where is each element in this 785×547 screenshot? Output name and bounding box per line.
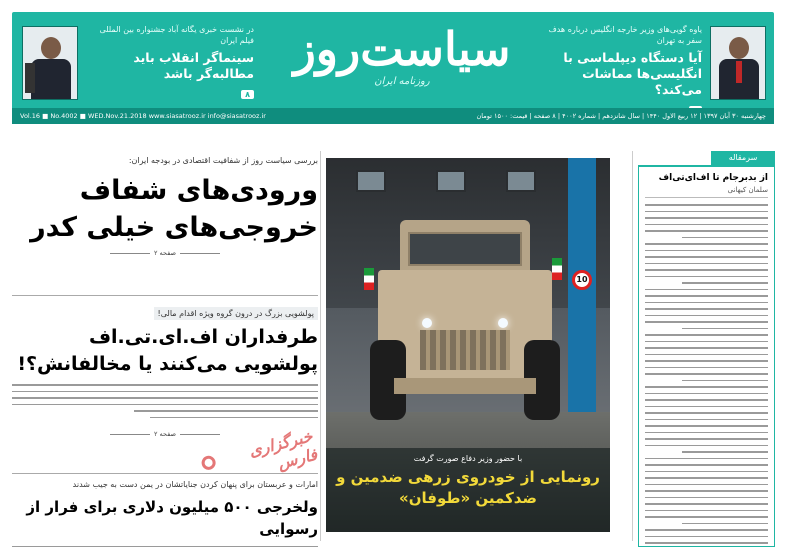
editorial-tab: سرمقاله: [711, 151, 775, 165]
masthead-info-strip: [12, 108, 774, 124]
editorial-title[interactable]: از بدبرجام تا اف‌ای‌تی‌اف: [658, 173, 768, 183]
stamp-text: خبرگزاری فارس: [247, 426, 319, 473]
right-teaser[interactable]: [532, 24, 702, 117]
story-headline[interactable]: ورودی‌های شفاف خروجی‌های خیلی کدر: [30, 175, 318, 243]
story-fatf[interactable]: [12, 301, 318, 438]
column-divider: [632, 151, 633, 541]
armored-vehicle-image: [370, 210, 560, 460]
story-uae-saudi[interactable]: [12, 479, 318, 547]
photo-caption[interactable]: [326, 448, 610, 532]
left-teaser-kicker: در نشست خبری یگانه آباد جشنواره بین المللی فیلم ایران: [99, 25, 254, 45]
logo-name: سیاست‌روز: [293, 22, 511, 76]
story-rule: [12, 473, 318, 474]
right-teaser-kicker: یاوه گویی‌های وزیر خارجه انگلیس درباره هدف سفر به تهران: [548, 25, 702, 45]
story-kicker: بررسی سیاست روز از شفافیت اقتصادی در بودجه ایران:: [128, 156, 318, 165]
editorial-box[interactable]: [638, 165, 775, 547]
strip-date-info: چهارشنبه ۳۰ آبان ۱۳۹۷ | ۱۲ ربیع الاول ۱۴۴۰ | سال شانزدهم | شماره ۴۰۰۲ | ۸ صفحه | قیمت: ۱۵۰۰ تومان: [476, 112, 766, 120]
story-page-ref: صفحه ۲: [12, 430, 318, 438]
photo-kicker: با حضور وزیر دفاع صورت گرفت: [413, 454, 523, 463]
editorial-author: سلمان کیهانی: [645, 186, 768, 198]
newspaper-logo[interactable]: [282, 16, 522, 87]
right-teaser-photo[interactable]: [710, 26, 766, 100]
story-body: [12, 384, 318, 418]
iran-flag-icon: [552, 258, 562, 280]
left-teaser-photo[interactable]: [22, 26, 78, 100]
story-kicker: امارات و عربستان برای پنهان کردن جنایاتشان در یمن دست به جیب شدند: [72, 480, 318, 489]
editorial-body: [645, 204, 768, 547]
right-teaser-headline[interactable]: آیا دستگاه دیپلماسی با انگلیسی‌ها مماشات می‌کند؟: [563, 50, 702, 97]
story-page-ref: صفحه ۲: [12, 249, 318, 257]
story-rule: [12, 295, 318, 296]
editorial-column: [638, 151, 775, 547]
story-headline[interactable]: طرفداران اف.ای.تی.اف پولشویی می‌کنند یا مخالفانش؟!: [17, 326, 318, 375]
left-teaser-page: ۸: [241, 90, 254, 99]
logo-tagline: روزنامه ایران: [374, 76, 430, 87]
strip-issue-info: Vol.16 ■ No.4002 ■ WED.Nov.21.2018 www.siasatrooz.ir info@siasatrooz.ir: [20, 112, 266, 120]
lead-photo[interactable]: [326, 158, 610, 532]
iran-flag-icon: [364, 268, 374, 290]
story-headline[interactable]: ولخرجی ۵۰۰ میلیون دلاری برای فرار از رسوایی: [26, 498, 318, 538]
masthead: [12, 12, 774, 124]
left-teaser[interactable]: [84, 24, 254, 101]
left-teaser-headline[interactable]: سینماگر انقلاب باید مطالبه‌گر باشد: [133, 50, 254, 81]
story-budget[interactable]: [12, 155, 318, 257]
story-kicker: پولشویی بزرگ در درون گروه ویژه اقدام مالی!: [154, 307, 318, 320]
column-divider: [320, 151, 321, 541]
speed-sign: 10: [572, 270, 592, 290]
photo-headline[interactable]: رونمایی از خودروی زرهی ضدمین و ضدکمین «طوفان»: [336, 468, 600, 507]
